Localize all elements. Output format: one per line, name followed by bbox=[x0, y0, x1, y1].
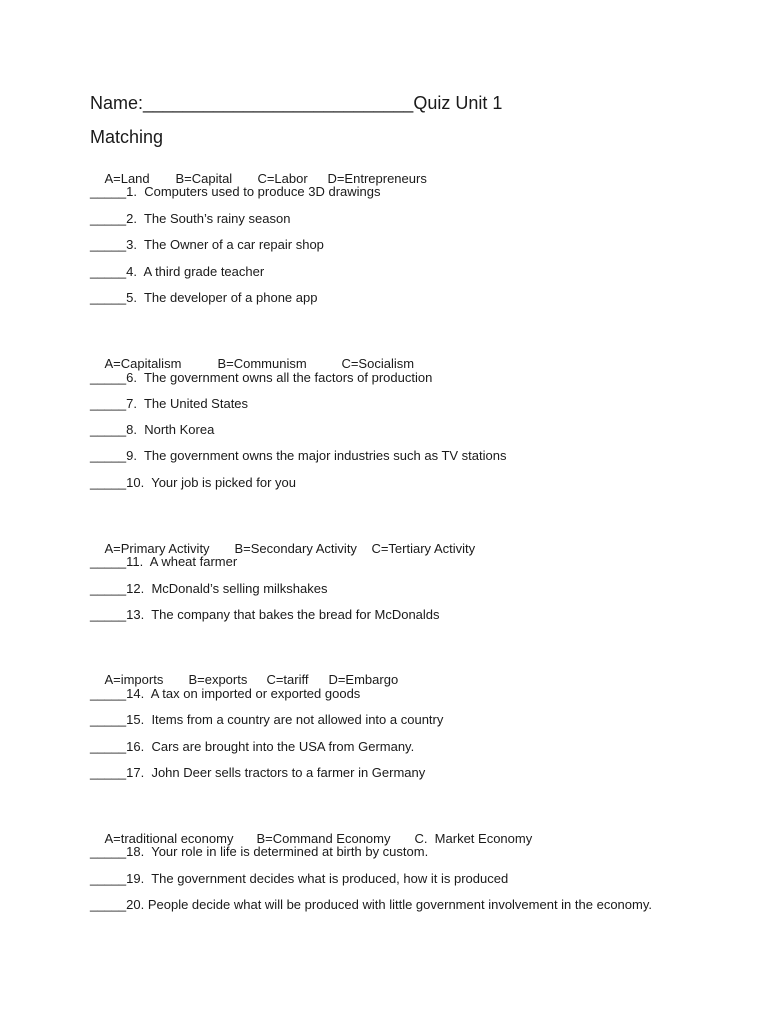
question-13: _____13. The company that bakes the bread for McDonalds bbox=[90, 607, 440, 622]
question-17: _____17. John Deer sells tractors to a farmer in Germany bbox=[90, 765, 426, 780]
question-6: _____6. The government owns all the factors of production bbox=[90, 370, 433, 385]
question-10: _____10. Your job is picked for you bbox=[90, 475, 296, 490]
question-9: _____9. The government owns the major industries such as TV stations bbox=[90, 448, 507, 463]
choice-1b: B=Capital bbox=[175, 171, 233, 186]
question-19: _____19. The government decides what is produced, how it is produced bbox=[90, 871, 509, 886]
choice-2b: B=Communism bbox=[217, 356, 307, 371]
question-2: _____2. The South’s rainy season bbox=[90, 211, 291, 226]
choice-1a: A=Land bbox=[104, 171, 150, 186]
choice-5a: A=traditional economy bbox=[104, 831, 234, 846]
question-4: _____4. A third grade teacher bbox=[90, 264, 265, 279]
header-row bbox=[90, 94, 502, 112]
choice-3a: A=Primary Activity bbox=[104, 541, 210, 556]
name-label: Name:___________________________ bbox=[90, 93, 414, 113]
choice-2c: C=Socialism bbox=[341, 356, 415, 371]
question-5: _____5. The developer of a phone app bbox=[90, 290, 318, 305]
question-3: _____3. The Owner of a car repair shop bbox=[90, 237, 324, 252]
choice-1c: C=Labor bbox=[257, 171, 308, 186]
choice-4d: D=Embargo bbox=[328, 672, 399, 687]
question-15: _____15. Items from a country are not allowed into a country bbox=[90, 712, 444, 727]
choice-4a: A=imports bbox=[104, 672, 164, 687]
question-1: _____1. Computers used to produce 3D drawings bbox=[90, 184, 381, 199]
section-title: Matching bbox=[90, 127, 164, 147]
quiz-title: Quiz Unit 1 bbox=[413, 93, 503, 113]
choice-5c: C. Market Economy bbox=[414, 831, 533, 846]
choice-2a: A=Capitalism bbox=[104, 356, 182, 371]
question-7: _____7. The United States bbox=[90, 396, 249, 411]
question-14: _____14. A tax on imported or exported goods bbox=[90, 686, 361, 701]
choice-1d: D=Entrepreneurs bbox=[327, 171, 427, 186]
question-8: _____8. North Korea bbox=[90, 422, 215, 437]
choice-5b: B=Command Economy bbox=[256, 831, 391, 846]
choice-4b: B=exports bbox=[188, 672, 248, 687]
question-12: _____12. McDonald’s selling milkshakes bbox=[90, 581, 328, 596]
question-18: _____18. Your role in life is determined at birth by custom. bbox=[90, 844, 429, 859]
choice-3c: C=Tertiary Activity bbox=[371, 541, 476, 556]
question-11: _____11. A wheat farmer bbox=[90, 554, 238, 569]
choice-3b: B=Secondary Activity bbox=[234, 541, 357, 556]
question-16: _____16. Cars are brought into the USA from Germany. bbox=[90, 739, 415, 754]
choice-4c: C=tariff bbox=[266, 672, 309, 687]
question-20: _____20. People decide what will be produced with little government involvement in the economy. bbox=[90, 897, 652, 912]
